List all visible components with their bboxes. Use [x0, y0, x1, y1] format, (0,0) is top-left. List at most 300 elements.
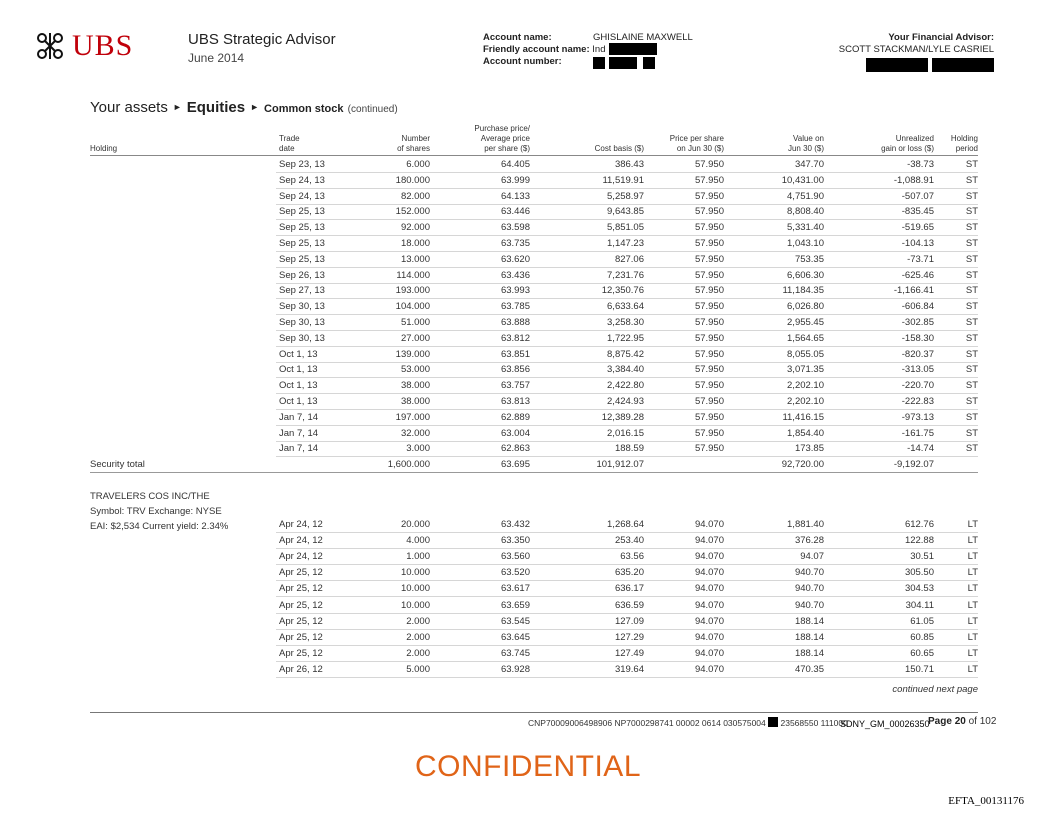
cell-trade-date: Oct 1, 13: [279, 348, 318, 360]
account-number-label: Account number:: [483, 56, 562, 67]
col-price-2: Average price: [480, 134, 530, 143]
cell-shares: 152.000: [395, 206, 430, 218]
cell-value: 173.85: [794, 443, 824, 455]
cell-holding-period: ST: [965, 190, 978, 202]
table-header: [0, 120, 1056, 156]
cell-shares: 4.000: [406, 535, 430, 547]
cell-trade-date: Apr 25, 12: [279, 599, 323, 611]
cell-cost-basis: 1,147.23: [607, 238, 644, 249]
cell-holding-period: LT: [967, 535, 978, 547]
table-row: [0, 662, 1056, 678]
cell-cost-basis: 253.40: [614, 535, 644, 547]
cell-price-per-share: 94.070: [694, 631, 724, 643]
col-pps-1: Price per share: [669, 134, 724, 143]
cell-trade-date: Sep 25, 13: [279, 238, 325, 249]
cell-trade-date: Sep 30, 13: [279, 301, 325, 313]
row-divider: [276, 677, 978, 678]
cell-price-per-share: 94.070: [694, 647, 724, 659]
cell-holding-period: LT: [967, 615, 978, 627]
cell-shares: 2.000: [406, 647, 430, 659]
cell-avg-price: 63.851: [500, 348, 530, 360]
cell-price-per-share: 57.950: [694, 411, 724, 423]
cell-shares: 82.000: [400, 190, 430, 202]
cell-trade-date: Apr 25, 12: [279, 583, 323, 595]
table-row: [0, 204, 1056, 220]
cell-trade-date: Apr 24, 12: [279, 519, 323, 530]
cell-value: 6,026.80: [787, 301, 824, 313]
cell-cost-basis: 2,016.15: [607, 427, 644, 439]
cell-value: 753.35: [794, 253, 824, 265]
total-avg-price: 63.695: [500, 459, 530, 471]
cell-cost-basis: 3,258.30: [607, 317, 644, 328]
cell-trade-date: Sep 25, 13: [279, 253, 325, 265]
cell-cost-basis: 827.06: [614, 253, 644, 265]
cell-shares: 32.000: [400, 427, 430, 439]
cell-cost-basis: 319.64: [614, 663, 644, 675]
cell-shares: 27.000: [400, 332, 430, 344]
cell-value: 1,564.65: [787, 332, 824, 344]
table-row: [0, 252, 1056, 268]
cell-value: 5,331.40: [787, 222, 824, 234]
cell-value: 376.28: [794, 535, 824, 547]
cell-price-per-share: 57.950: [694, 253, 724, 265]
table-row: [0, 581, 1056, 597]
cell-holding-period: LT: [967, 631, 978, 643]
cell-cost-basis: 127.49: [614, 647, 644, 659]
cell-gain-loss: -38.73: [907, 159, 934, 170]
table-row: [0, 394, 1056, 410]
col-period-1: Holding: [950, 134, 978, 143]
cell-trade-date: Oct 1, 13: [279, 364, 318, 376]
ubs-keys-icon: [34, 32, 66, 60]
cell-gain-loss: -519.65: [901, 222, 934, 234]
cell-holding-period: LT: [967, 567, 978, 579]
table-row: [0, 533, 1056, 549]
cell-gain-loss: -104.13: [901, 238, 934, 249]
account-name-label: Account name:: [483, 32, 552, 43]
cell-value: 3,071.35: [787, 364, 824, 376]
ubs-logo: [34, 30, 164, 64]
table-row: [0, 157, 1056, 173]
cell-holding-period: ST: [965, 301, 978, 313]
cell-shares: 114.000: [396, 269, 430, 281]
cell-trade-date: Apr 24, 12: [279, 535, 323, 547]
cell-avg-price: 63.545: [500, 615, 530, 627]
cell-cost-basis: 127.09: [614, 615, 644, 627]
continued-next-page: continued next page: [892, 684, 978, 695]
page-current: 20: [954, 716, 966, 727]
cell-holding-period: LT: [967, 647, 978, 659]
cell-holding-period: LT: [967, 519, 978, 530]
cell-price-per-share: 57.950: [694, 427, 724, 439]
cell-shares: 92.000: [400, 222, 430, 234]
cell-gain-loss: -606.84: [901, 301, 934, 313]
cell-trade-date: Sep 23, 13: [279, 159, 325, 170]
cell-shares: 10.000: [400, 567, 430, 579]
cell-cost-basis: 386.43: [614, 159, 644, 170]
table-row: [0, 441, 1056, 457]
footer-code-b: 23568550 111000: [780, 718, 848, 728]
cell-avg-price: 63.350: [500, 535, 530, 547]
redaction-box: [609, 43, 657, 55]
cell-gain-loss: -313.05: [901, 364, 934, 376]
cell-value: 470.35: [794, 663, 824, 675]
cell-price-per-share: 94.070: [694, 535, 724, 547]
cell-holding-period: LT: [967, 583, 978, 595]
cell-holding-period: LT: [967, 551, 978, 563]
col-value-1: Value on: [793, 134, 824, 143]
footer-code-a: CNP70009006498906 NP7000298741 00002 0614 030575004: [528, 718, 766, 728]
cell-price-per-share: 94.070: [694, 551, 724, 563]
cell-trade-date: Sep 27, 13: [279, 285, 325, 297]
footer-divider: [90, 712, 978, 713]
cell-gain-loss: -161.75: [901, 427, 934, 439]
footer-codes: [528, 717, 848, 728]
cell-price-per-share: 57.950: [694, 317, 724, 328]
cell-avg-price: 63.446: [500, 206, 530, 218]
cell-avg-price: 63.993: [500, 285, 530, 297]
breadcrumb-common-stock: Common stock: [264, 103, 344, 115]
cell-holding-period: ST: [965, 269, 978, 281]
cell-avg-price: 63.560: [500, 551, 530, 563]
cell-gain-loss: -302.85: [901, 317, 934, 328]
friendly-name-value: Ind: [592, 44, 606, 55]
cell-cost-basis: 12,350.76: [601, 285, 644, 297]
cell-avg-price: 63.812: [500, 332, 530, 344]
breadcrumb-your-assets: Your assets: [90, 99, 168, 116]
cell-gain-loss: 61.05: [910, 615, 934, 627]
cell-value: 94.07: [800, 551, 824, 563]
cell-trade-date: Apr 24, 12: [279, 551, 323, 563]
page-total: of 102: [968, 716, 997, 727]
col-holding: Holding: [90, 144, 118, 153]
security-name: TRAVELERS COS INC/THE: [90, 491, 210, 502]
cell-avg-price: 63.757: [500, 380, 530, 392]
cell-gain-loss: 122.88: [904, 535, 934, 547]
cell-price-per-share: 57.950: [694, 396, 724, 407]
cell-trade-date: Sep 25, 13: [279, 206, 325, 218]
cell-avg-price: 63.432: [500, 519, 530, 530]
cell-trade-date: Sep 30, 13: [279, 317, 325, 328]
cell-trade-date: Sep 26, 13: [279, 269, 325, 281]
cell-price-per-share: 57.950: [694, 348, 724, 360]
cell-gain-loss: -14.74: [907, 443, 934, 455]
table-row: [0, 315, 1056, 331]
cell-holding-period: ST: [965, 443, 978, 455]
cell-cost-basis: 3,384.40: [607, 364, 644, 376]
cell-gain-loss: -625.46: [901, 269, 934, 281]
advisor-label: Your Financial Advisor:: [888, 32, 994, 43]
cell-shares: 139.000: [395, 348, 430, 360]
cell-trade-date: Apr 25, 12: [279, 631, 323, 643]
col-value-2: Jun 30 ($): [787, 144, 824, 153]
friendly-name-label: Friendly account name:: [483, 44, 590, 55]
cell-shares: 180.000: [395, 174, 430, 186]
cell-avg-price: 62.863: [500, 443, 530, 455]
redaction-box: [593, 57, 605, 69]
cell-shares: 3.000: [406, 443, 430, 455]
cell-holding-period: ST: [965, 427, 978, 439]
redaction-box: [866, 58, 928, 72]
cell-value: 188.14: [794, 615, 824, 627]
cell-gain-loss: -222.83: [901, 396, 934, 407]
cell-avg-price: 63.928: [500, 663, 530, 675]
cell-gain-loss: 30.51: [910, 551, 934, 563]
cell-shares: 51.000: [400, 317, 430, 328]
cell-price-per-share: 57.950: [694, 301, 724, 313]
cell-holding-period: ST: [965, 174, 978, 186]
cell-gain-loss: -73.71: [907, 253, 934, 265]
cell-trade-date: Apr 25, 12: [279, 615, 323, 627]
breadcrumb-equities: Equities: [186, 99, 246, 116]
cell-trade-date: Sep 24, 13: [279, 190, 325, 202]
cell-gain-loss: 150.71: [904, 663, 934, 675]
cell-value: 188.14: [794, 631, 824, 643]
cell-gain-loss: -220.70: [901, 380, 934, 392]
cell-gain-loss: 304.53: [904, 583, 934, 595]
cell-cost-basis: 11,519.91: [602, 174, 644, 186]
cell-price-per-share: 94.070: [694, 599, 724, 611]
cell-value: 1,854.40: [787, 427, 824, 439]
cell-avg-price: 63.645: [500, 631, 530, 643]
col-price-3: per share ($): [484, 144, 530, 153]
cell-avg-price: 64.133: [500, 190, 530, 202]
header-divider: [90, 155, 978, 156]
cell-value: 347.70: [794, 159, 824, 170]
redaction-box: [643, 57, 655, 69]
redaction-box: [609, 57, 637, 69]
cell-holding-period: ST: [965, 238, 978, 249]
table-row: [0, 410, 1056, 426]
cell-gain-loss: 304.11: [905, 599, 934, 611]
cell-value: 1,881.40: [787, 519, 824, 530]
cell-avg-price: 63.520: [500, 567, 530, 579]
cell-value: 4,751.90: [787, 190, 824, 202]
cell-value: 8,055.05: [787, 348, 824, 360]
page-label: Page: [928, 716, 952, 727]
cell-price-per-share: 94.070: [694, 583, 724, 595]
cell-price-per-share: 57.950: [694, 380, 724, 392]
cell-trade-date: Apr 25, 12: [279, 567, 323, 579]
cell-value: 2,955.45: [787, 317, 824, 328]
table-row: [0, 299, 1056, 315]
table-row: [0, 646, 1056, 662]
cell-cost-basis: 2,422.80: [607, 380, 644, 392]
efta-id: EFTA_00131176: [948, 795, 1024, 807]
cell-shares: 38.000: [400, 396, 430, 407]
advisor-block: [839, 32, 994, 55]
cell-price-per-share: 57.950: [694, 285, 724, 297]
statement-date: June 2014: [188, 51, 245, 65]
total-shares: 1,600.000: [387, 459, 430, 471]
cell-shares: 13.000: [400, 253, 430, 265]
cell-price-per-share: 94.070: [694, 615, 724, 627]
cell-value: 11,416.15: [782, 411, 824, 423]
cell-holding-period: ST: [965, 380, 978, 392]
cell-holding-period: LT: [967, 599, 978, 611]
cell-avg-price: 64.405: [500, 159, 530, 170]
cell-gain-loss: 305.50: [904, 567, 934, 579]
cell-holding-period: ST: [965, 348, 978, 360]
col-price-1: Purchase price/: [474, 124, 530, 133]
cell-cost-basis: 636.17: [614, 583, 644, 595]
cell-cost-basis: 636.59: [614, 599, 644, 611]
table-row: [0, 236, 1056, 252]
cell-holding-period: ST: [965, 411, 978, 423]
cell-holding-period: ST: [965, 396, 978, 407]
table-row: [0, 268, 1056, 284]
page-number: [928, 716, 996, 727]
bates-stamp: SDNY_GM_00026350: [840, 719, 930, 729]
cell-cost-basis: 2,424.93: [607, 396, 644, 407]
col-shares-2: of shares: [397, 144, 430, 153]
security-eai: EAI: $2,534 Current yield: 2.34%: [90, 521, 229, 532]
col-gain-1: Unrealized: [895, 134, 934, 143]
cell-holding-period: ST: [965, 317, 978, 328]
col-period-2: period: [955, 144, 978, 153]
cell-gain-loss: -1,166.41: [893, 285, 934, 297]
cell-price-per-share: 57.950: [694, 269, 724, 281]
advisor-names: SCOTT STACKMAN/LYLE CASRIEL: [838, 43, 994, 55]
table-row: [0, 549, 1056, 565]
breadcrumb-continued: (continued): [347, 104, 398, 115]
cell-price-per-share: 94.070: [694, 567, 724, 579]
cell-cost-basis: 1,268.64: [607, 519, 644, 530]
cell-shares: 6.000: [406, 159, 430, 170]
col-shares-1: Number: [401, 134, 430, 143]
cell-price-per-share: 57.950: [694, 332, 724, 344]
cell-avg-price: 63.436: [500, 269, 530, 281]
cell-holding-period: ST: [965, 222, 978, 234]
cell-gain-loss: -158.30: [901, 332, 934, 344]
security-symbol: Symbol: TRV Exchange: NYSE: [90, 506, 222, 517]
col-trade-date-2: date: [279, 144, 295, 153]
cell-cost-basis: 8,875.42: [607, 348, 644, 360]
cell-trade-date: Sep 25, 13: [279, 222, 325, 234]
cell-price-per-share: 57.950: [694, 222, 724, 234]
col-pps-2: on Jun 30 ($): [676, 144, 724, 153]
cell-shares: 1.000: [406, 551, 430, 563]
cell-holding-period: ST: [965, 364, 978, 376]
total-cost-basis: 101,912.07: [596, 459, 644, 471]
cell-shares: 10.000: [400, 599, 430, 611]
cell-trade-date: Sep 24, 13: [279, 174, 325, 186]
table-row: [0, 598, 1056, 614]
cell-value: 11,184.35: [782, 285, 824, 297]
cell-avg-price: 63.620: [500, 253, 530, 265]
cell-cost-basis: 12,389.28: [601, 411, 644, 423]
breadcrumb-arrow-icon: ►: [172, 102, 182, 112]
cell-value: 940.70: [794, 567, 824, 579]
table-row: [0, 347, 1056, 363]
confidential-watermark: CONFIDENTIAL: [414, 750, 642, 783]
cell-trade-date: Apr 25, 12: [279, 647, 323, 659]
cell-shares: 38.000: [400, 380, 430, 392]
cell-cost-basis: 5,851.05: [607, 222, 644, 234]
cell-gain-loss: -507.07: [901, 190, 934, 202]
cell-value: 2,202.10: [787, 380, 824, 392]
cell-price-per-share: 57.950: [694, 190, 724, 202]
cell-shares: 20.000: [400, 519, 430, 530]
cell-cost-basis: 7,231.76: [607, 269, 644, 281]
cell-trade-date: Sep 30, 13: [279, 332, 325, 344]
cell-holding-period: ST: [965, 332, 978, 344]
table-row: [0, 189, 1056, 205]
cell-holding-period: ST: [965, 285, 978, 297]
cell-avg-price: 63.856: [500, 364, 530, 376]
cell-cost-basis: 5,258.97: [607, 190, 644, 202]
cell-price-per-share: 57.950: [694, 364, 724, 376]
cell-shares: 5.000: [406, 663, 430, 675]
cell-trade-date: Jan 7, 14: [279, 443, 319, 455]
cell-gain-loss: 612.76: [904, 519, 934, 530]
table-row: [0, 331, 1056, 347]
security-total-label: Security total: [90, 459, 145, 471]
table-row: [0, 283, 1056, 299]
breadcrumb-arrow-icon: ►: [250, 102, 260, 112]
cell-shares: 104.000: [395, 301, 430, 313]
cell-trade-date: Apr 26, 12: [279, 663, 323, 675]
cell-gain-loss: 60.65: [910, 647, 934, 659]
security-total-row: [0, 457, 1056, 473]
table-row: [0, 173, 1056, 189]
table-row: [0, 378, 1056, 394]
cell-value: 2,202.10: [787, 396, 824, 407]
cell-cost-basis: 63.56: [620, 551, 644, 563]
cell-price-per-share: 57.950: [694, 443, 724, 455]
redaction-box: [932, 58, 994, 72]
cell-shares: 18.000: [400, 238, 430, 249]
cell-holding-period: ST: [965, 253, 978, 265]
cell-shares: 197.000: [395, 411, 430, 423]
cell-trade-date: Oct 1, 13: [279, 396, 318, 407]
cell-price-per-share: 57.950: [694, 206, 724, 218]
cell-price-per-share: 57.950: [694, 174, 724, 186]
cell-price-per-share: 94.070: [694, 663, 724, 675]
table-row: [0, 630, 1056, 646]
cell-avg-price: 63.785: [500, 301, 530, 313]
cell-cost-basis: 6,633.64: [607, 301, 644, 313]
cell-cost-basis: 635.20: [614, 567, 644, 579]
cell-holding-period: ST: [965, 206, 978, 218]
cell-shares: 10.000: [400, 583, 430, 595]
col-trade-date-1: Trade: [279, 134, 300, 143]
cell-avg-price: 63.999: [500, 174, 530, 186]
cell-avg-price: 63.735: [500, 238, 530, 249]
cell-avg-price: 62.889: [500, 411, 530, 423]
cell-trade-date: Jan 7, 14: [279, 411, 319, 423]
logo-text: UBS: [72, 29, 134, 62]
account-block: [483, 32, 703, 72]
cell-shares: 2.000: [406, 615, 430, 627]
cell-holding-period: LT: [967, 663, 978, 675]
cell-value: 940.70: [794, 583, 824, 595]
cell-trade-date: Jan 7, 14: [279, 427, 319, 439]
cell-value: 1,043.10: [787, 238, 824, 249]
cell-price-per-share: 57.950: [694, 238, 724, 249]
cell-price-per-share: 94.070: [694, 519, 724, 530]
cell-avg-price: 63.598: [500, 222, 530, 234]
cell-gain-loss: -835.45: [901, 206, 934, 218]
cell-avg-price: 63.617: [500, 583, 530, 595]
cell-gain-loss: -973.13: [901, 411, 934, 423]
col-gain-2: gain or loss ($): [881, 144, 934, 153]
table-row: [0, 362, 1056, 378]
total-value: 92,720.00: [781, 459, 824, 471]
col-cost-basis: Cost basis ($): [594, 144, 644, 153]
product-name: UBS Strategic Advisor: [188, 31, 336, 48]
cell-cost-basis: 1,722.95: [607, 332, 644, 344]
